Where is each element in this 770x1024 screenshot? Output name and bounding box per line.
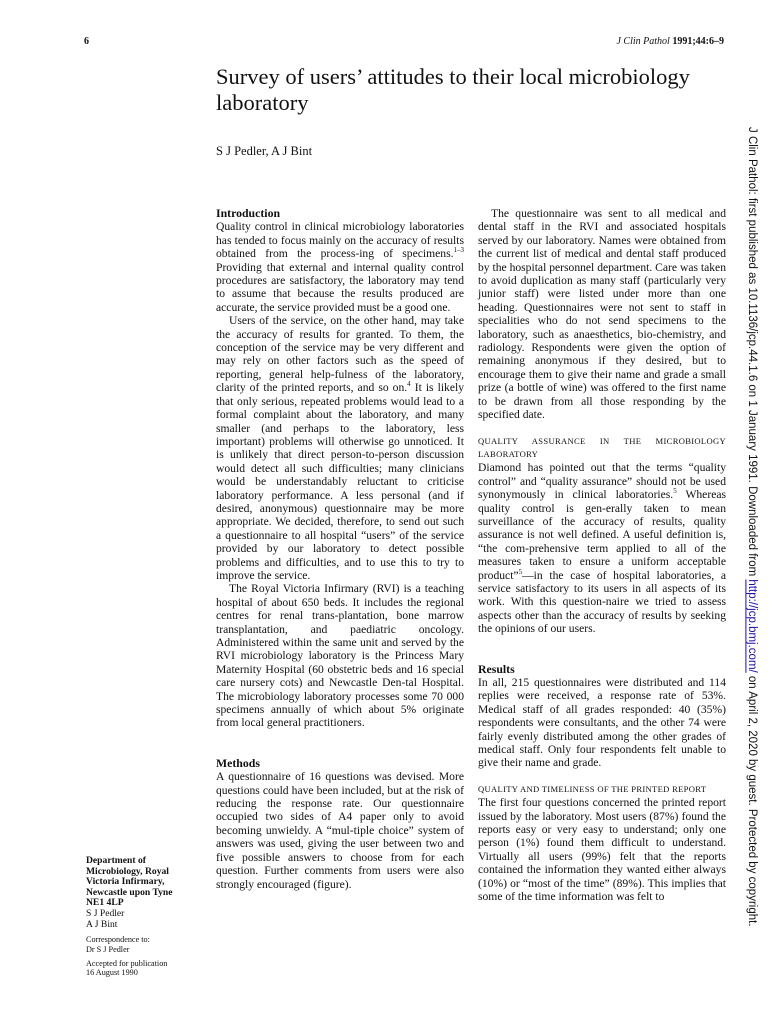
body-column-left [216,207,464,891]
paragraph: In all, 215 questionnaires were distributed and 114 replies were received, a response rate of 53%. Medical staff of all grades responded: 40 (35%) respondents were consultants, and the other 74 were fairly evenly distributed among the other grades of medical staff. Only four respondents felt unable to give their name and grade. [478,676,726,770]
affiliation-author: S J Pedler [86,907,125,919]
accepted-label: Accepted for publication [86,958,168,968]
paragraph: Diamond has pointed out that the terms “quality control” and “quality assurance” should not be used synonymously in clinical laboratories.$^5$ Whereas quality control is gen-erally taken to mean surveillance of the accuracy of results, quality assurance is not well defined. A useful definition is, “the com-prehensive term applied to all of the measures taken to ensure a uniform acceptable product”$^5$—in the case of hospital laboratories, a service satisfactory to its users in all aspects of its work. With this question-naire we tried to assess aspects other than the accuracy of results by seeking the opinions of our users. [478,461,726,636]
page-number: 6 [84,36,89,47]
department-line: NE1 4LP [86,897,124,909]
body-column-right [478,207,726,904]
department-line: Microbiology, Royal [86,865,169,877]
article-authors: S J Pedler, A J Bint [216,144,313,158]
author-affiliation [86,856,206,978]
paragraph: Quality control in clinical microbiology laboratories has tended to focus mainly on the accuracy of results obtained from the process-ing of specimens.$^{1-3}$ Providing that external and internal quality control procedures are satisfactory, the laboratory may tend to assume that because the results produced are accurate, the service provided must be a good one. [216,220,464,314]
paragraph: Users of the service, on the other hand, may take the accuracy of results for granted. To them, the conception of the service may be very different and may rely on other factors such as the speed of reporting, general help-fulness of the laboratory, clarity of the printed reports, and so on.$^4$ It is likely that only serious, repeated problems would lead to a formal complaint about the laboratory, and many smaller (and perhaps to the laboratory, less important) problems will otherwise go unnoticed. It is unlikely that direct person-to-person discussion would detect all such difficulties; many clinicians would be understandably reluctant to criticise laboratory performance. A less personal (and if desired, anonymous) questionnaire may be more appropriate. We decided, therefore, to send out such a questionnaire to all hospital “users” of the service provided by our laboratory to detect possible problems and difficulties, and to use this to try to improve the service. [216,314,464,582]
department-line: Victoria Infirmary, [86,876,165,888]
journal-site-link[interactable]: http://jcp.bmj.com/ [746,579,758,673]
running-head [616,36,724,47]
citation-ref: 4 [407,380,411,389]
section-heading-methods: Methods [216,755,260,770]
section-heading-introduction: Introduction [216,206,281,220]
subsection-heading-printed-report: QUALITY AND TIMELINESS OF THE PRINTED REPORT [478,783,707,794]
paragraph: A questionnaire of 16 questions was devised. More questions could have been included, but at the risk of reducing the response rate. Our questionnaire occupied two sides of A4 paper only to avoid becoming unwieldy. A “mul-tiple choice” system of answers was used, giving the user between two and five possible answers to choose from for each question. Further comments from users were also strongly encouraged (figure). [216,770,464,891]
affiliation-author: A J Bint [86,918,118,930]
correspondence-label: Correspondence to: [86,935,150,945]
citation-ref: 1–3 [453,246,464,255]
section-heading-results: Results [478,661,515,676]
journal-year-volume: 1991;44:6–9 [672,36,724,47]
department-line: Newcastle upon Tyne [86,886,173,898]
citation-ref: 5 [518,567,523,576]
paragraph: The first four questions concerned the printed report issued by the laboratory. Most users (87%) found the reports easy or very easy to understand; only one person (1%) found them difficult to understand. Virtually all users (99%) felt that the reports contained the information they wanted either always (10%) or “most of the time” (89%). This implies that some of the time information was felt to [478,796,726,904]
accepted-date: 16 August 1990 [86,968,138,978]
correspondence-name: Dr S J Pedler [86,944,130,954]
article-title: Survey of users’ attitudes to their local microbiology laboratory [216,64,690,115]
subsection-heading-quality-assurance: QUALITY ASSURANCE IN THE MICROBIOLOGY LABORATORY [478,435,726,459]
paragraph: The Royal Victoria Infirmary (RVI) is a teaching hospital of about 650 beds. It includes the regional centres for renal trans-plantation, bone marrow transplantation, and paediatric oncology. Administered within the same unit and served by the RVI microbiology laboratory is the Princess Mary Maternity Hospital (60 obstetric beds and 16 special care nursery cots) and Newcastle Den-tal Hospital. The microbiology laboratory processes some 70 000 specimens annually of which about 5% originate from local general practitioners. [216,582,464,730]
journal-name: J Clin Pathol [616,36,670,47]
department-line: Department of [86,855,146,866]
download-notice-strip: J Clin Pathol: first published as 10.1136/jcp.44.1.6 on 1 January 1991. Downloaded from http://jcp.bmj.com/ on April 2, 2020 by guest. Protected by copyright. [746,127,758,927]
paragraph: The questionnaire was sent to all medical and dental staff in the RVI and associated hospitals served by our laboratory. Names were obtained from the current list of medical and dental staff produced by the hospital personnel department. Care was taken to avoid duplication as many staff (particularly very junior staff) were listed under more than one heading. Questionnaires were not sent to staff in specialities who do not send specimens to the laboratory, such as anaesthetics, bio-chemistry, and radiology. Respondents were given the option of remaining anonymous if they desired, but to encourage them to give their name and grade a small prize (a bottle of wine) was offered to the first name to be drawn from all those responding by the specified date. [478,207,726,422]
citation-ref: 5 [673,487,677,496]
